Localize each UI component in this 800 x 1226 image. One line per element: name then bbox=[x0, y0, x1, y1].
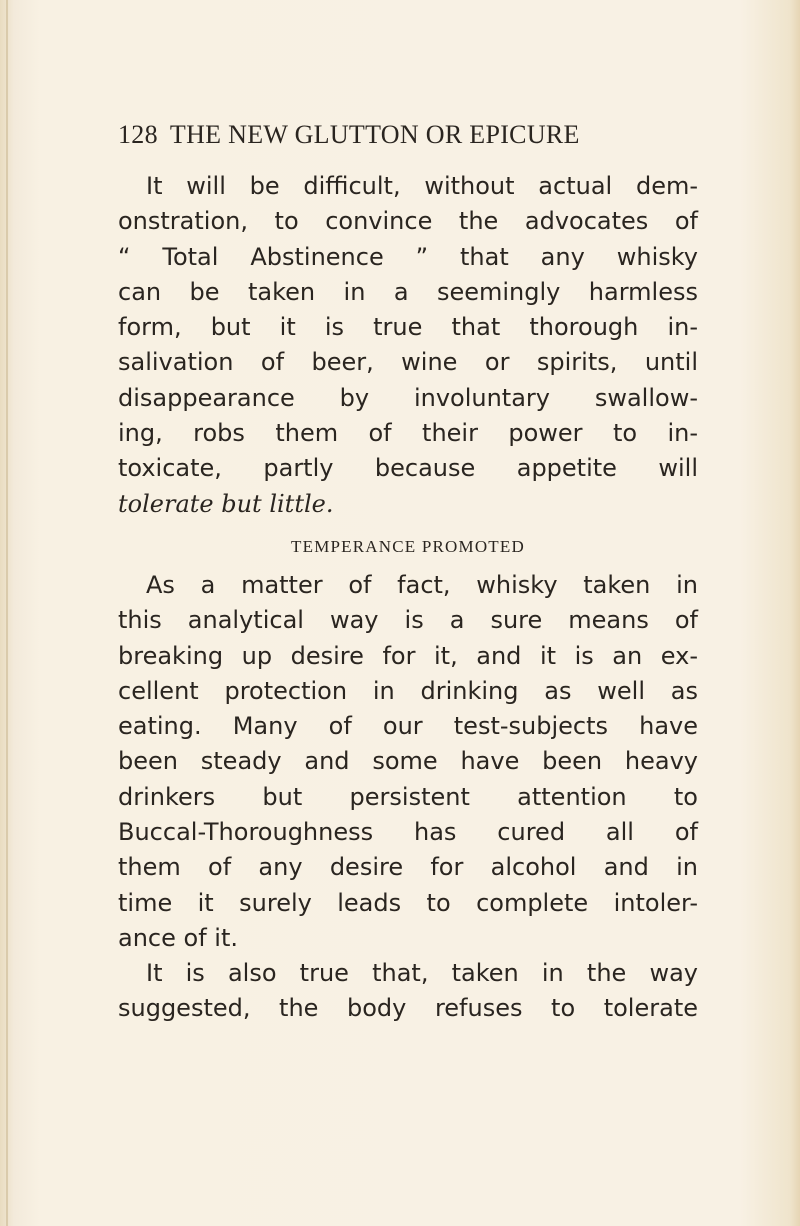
paragraph-3 bbox=[118, 956, 698, 1027]
text-line: As a matter of fact, whisky taken in bbox=[146, 571, 698, 599]
text-line: eating. Many of our test-subjects have bbox=[118, 712, 698, 741]
text-line: can be taken in a seemingly harmless bbox=[118, 277, 698, 306]
text-line: form, but it is true that thorough in- bbox=[118, 313, 698, 342]
page-gutter-shadow bbox=[6, 0, 8, 1226]
text-line: time it surely leads to complete intoler- bbox=[118, 888, 698, 917]
paragraph-2 bbox=[118, 568, 698, 956]
text-line: It is also true that, taken in the way bbox=[146, 959, 698, 987]
text-line: salivation of beer, wine or spirits, until bbox=[118, 348, 698, 377]
section-heading: TEMPERANCE PROMOTED bbox=[291, 537, 525, 556]
text-line: Buccal-Thoroughness has cured all of bbox=[118, 818, 698, 847]
text-line: breaking up desire for it, and it is an ex- bbox=[118, 641, 698, 670]
text-line: It will be difficult, without actual dem- bbox=[146, 172, 698, 200]
text-line: disappearance by involuntary swallow- bbox=[118, 383, 698, 412]
text-line: toxicate, partly because appetite will bbox=[118, 454, 698, 483]
text-line: been steady and some have been heavy bbox=[118, 747, 698, 776]
text-line: onstration, to convince the advocates of bbox=[118, 207, 698, 236]
paragraph-1 bbox=[118, 169, 698, 522]
running-head bbox=[118, 120, 678, 150]
text-line: cellent protection in drinking as well as bbox=[118, 676, 698, 705]
running-title: THE NEW GLUTTON OR EPICURE bbox=[169, 120, 580, 149]
text-line: ance of it. bbox=[118, 923, 238, 952]
text-line: “ Total Abstinence ” that any whisky bbox=[118, 242, 698, 271]
text-line-italic: tolerate but little. bbox=[118, 489, 334, 518]
text-line: them of any desire for alcohol and in bbox=[118, 853, 698, 882]
page-number: 128 bbox=[118, 120, 158, 149]
text-line: this analytical way is a sure means of bbox=[118, 606, 698, 635]
text-line: drinkers but persistent attention to bbox=[118, 782, 698, 811]
text-line: ing, robs them of their power to in- bbox=[118, 419, 698, 448]
text-line: suggested, the body refuses to tolerate bbox=[118, 994, 698, 1023]
